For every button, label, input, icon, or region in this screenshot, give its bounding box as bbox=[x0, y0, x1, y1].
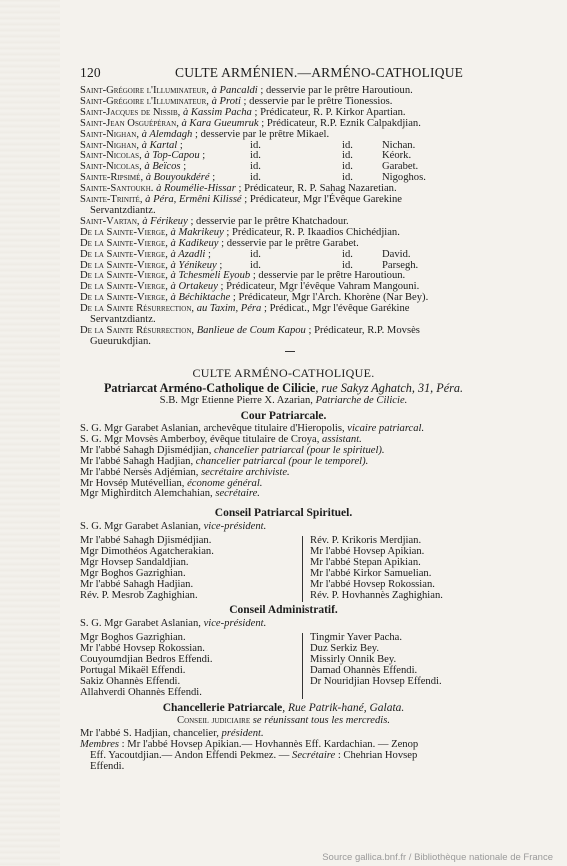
church-rest: ; desservie par le prêtre Khatchadour. bbox=[187, 215, 349, 227]
church-sep: , bbox=[206, 85, 212, 96]
church-name: Saint-Jacques de Nissib bbox=[80, 106, 178, 118]
church-sep: , bbox=[176, 117, 182, 129]
spirituel-member: Mr l'abbé Sahagh Hadjian. bbox=[80, 578, 194, 590]
church-id-1: id. bbox=[250, 150, 261, 162]
spirituel-vp-name: S. G. Mgr Garabet Aslanian, bbox=[80, 521, 204, 532]
church-sep: , bbox=[177, 106, 183, 118]
church-place: à Ortakeuy bbox=[170, 281, 218, 293]
church-place: à Azadli bbox=[170, 248, 206, 260]
spirituel-member: Mr l'abbé Sahagh Djismédjian. bbox=[80, 535, 212, 546]
church-rest: ; Prédicat., Mgr l'évêque Garékine bbox=[261, 303, 410, 315]
page-edge-texture bbox=[0, 0, 60, 866]
church-name: De la Sainte-Vierge bbox=[80, 259, 166, 271]
church-place: au Taxim, Péra bbox=[196, 303, 262, 315]
church-place: à Kara Gueumruk bbox=[181, 117, 259, 129]
church-sep: , bbox=[165, 248, 171, 260]
church-sep: , bbox=[165, 226, 171, 238]
church-id-2: id. bbox=[342, 172, 353, 184]
spirituel-member: Mgr Hovsep Sandaldjian. bbox=[80, 556, 189, 568]
administratif-member: Mr l'abbé Hovsep Rokossian. bbox=[80, 642, 205, 654]
church-rest: ; Prédicateur, R.P. Movsès bbox=[305, 324, 420, 336]
conseil-judiciaire-line bbox=[0, 716, 567, 727]
administratif-member: Missirly Onnik Bey. bbox=[310, 653, 397, 665]
administratif-member: Mgr Boghos Gazrighian. bbox=[80, 632, 186, 643]
patriarch-name: S.B. Mgr Etienne Pierre X. Azarian, bbox=[159, 395, 316, 406]
church-id-2: id. bbox=[342, 150, 353, 162]
church-rest: ; desservie par le prêtre Tionessios. bbox=[240, 95, 393, 107]
church-priest: Nigoghos. bbox=[382, 172, 426, 184]
conseil-judiciaire-label: Conseil judiciaire bbox=[177, 715, 251, 726]
church-line: Servantzdiantz. bbox=[90, 204, 156, 216]
column-divider-2 bbox=[302, 633, 303, 699]
spirituel-member: Mr l'abbé Kirkor Samuelian. bbox=[310, 567, 432, 579]
cour-patriarcale-title: Cour Patriarcale. bbox=[240, 410, 327, 422]
church-name: De la Sainte-Vierge bbox=[80, 248, 166, 260]
armenian-churches-list bbox=[80, 86, 540, 348]
church-id-1: id. bbox=[250, 259, 261, 271]
church-place: à Makrikeuy bbox=[170, 226, 224, 238]
spirituel-vp-title: vice-président. bbox=[203, 521, 267, 532]
church-id-2: id. bbox=[342, 161, 353, 173]
spirituel-member: Rév. P. Mesrob Zaghighian. bbox=[80, 589, 198, 601]
church-name: De la Sainte-Vierge bbox=[80, 281, 166, 293]
spirituel-member: Mgr Boghos Gazrighian. bbox=[80, 567, 186, 579]
church-id-1: id. bbox=[250, 248, 261, 260]
church-place: à Bouyoukdéré bbox=[145, 172, 210, 184]
conseil-spirituel-title: Conseil Patriarcal Spirituel. bbox=[214, 507, 353, 519]
church-name: Saint-Nighan bbox=[80, 128, 137, 140]
church-name: Saint-Nicolas bbox=[80, 150, 140, 162]
church-rest: ; desservie par le prêtre Haroutioun. bbox=[250, 270, 406, 282]
church-line: Gueurukdjian. bbox=[90, 335, 151, 347]
spirituel-member: Rév. P. Hovhannès Zaghighian. bbox=[310, 589, 443, 601]
church-priest: Kéork. bbox=[382, 150, 412, 162]
church-rest: ; desservie par le prêtre Garabet. bbox=[218, 237, 359, 249]
church-id-1: id. bbox=[250, 139, 261, 151]
chancellerie-members: Mr l'abbé S. Hadjian, chancelier, président. Membres : Mr l'abbé Hovsep Apikian.— Hovhannès Eff. Kardachian. — Zenop Eff. Yacoutdjian.— Andon Effendi Pekmez. — Secrétaire : Chehrian Hovsep Effendi. bbox=[80, 728, 419, 772]
conseil-administratif-title: Conseil Administratif. bbox=[229, 604, 338, 616]
administratif-right-column bbox=[310, 633, 442, 688]
church-place: à Béchiktache bbox=[170, 292, 231, 304]
cour-member-role: économe général. bbox=[187, 477, 263, 489]
chancellerie-title: Chancellerie Patriarcale bbox=[162, 702, 283, 714]
cour-member-role: chancelier patriarcal (pour le temporel). bbox=[195, 455, 369, 467]
conseil-administratif-head bbox=[80, 619, 550, 630]
church-name: De la Sainte Résurrection bbox=[80, 324, 192, 336]
column-divider bbox=[302, 536, 303, 602]
church-place: à Kartal bbox=[141, 139, 178, 151]
church-rest: ; bbox=[216, 259, 223, 271]
conseil-spirituel-head bbox=[80, 522, 550, 533]
cour-member-name: Mr l'abbé Nersès Adjémian, bbox=[80, 466, 202, 478]
church-rest: ; Prédicateur, R. P. Kirkor Apartian. bbox=[251, 106, 406, 118]
chancellerie-heading bbox=[0, 703, 567, 714]
church-rest: ; bbox=[199, 150, 206, 162]
church-sep: , bbox=[191, 324, 197, 336]
cour-member-name: Mr l'abbé Sahagh Hadjian, bbox=[80, 455, 196, 467]
administratif-member: Allahverdi Ohannès Effendi. bbox=[80, 686, 202, 698]
administratif-member: Damad Ohannès Effendi. bbox=[310, 664, 418, 676]
church-id-1: id. bbox=[250, 172, 261, 184]
church-sep: , bbox=[206, 95, 212, 107]
church-sep: , bbox=[136, 139, 142, 151]
church-sep: , bbox=[165, 237, 171, 249]
church-rest: ; Prédicateur, R. P. Ikaadios Chichédjian. bbox=[223, 226, 400, 238]
section-separator bbox=[285, 351, 295, 352]
chancellerie-address: , Rue Patrik-hané, Galata. bbox=[282, 702, 405, 714]
administratif-member: Tingmir Yaver Pacha. bbox=[310, 632, 403, 643]
administratif-member: Sakiz Ohannès Effendi. bbox=[80, 675, 181, 687]
church-place: à Roumélie-Hissar bbox=[156, 183, 236, 195]
church-place: à Yénikeuy bbox=[170, 259, 217, 271]
cour-member-name: Mgr Mighirditch Alemchahian, bbox=[80, 488, 216, 500]
church-place: à Férikeuy bbox=[142, 215, 188, 227]
church-name: Saint-Vartan bbox=[80, 215, 137, 227]
church-place: à Alemdagh bbox=[141, 128, 193, 140]
conseil-judiciaire-note: se réunissant tous les mercredis. bbox=[250, 715, 390, 726]
church-place: à Pancaldi bbox=[211, 85, 258, 96]
spirituel-left-column bbox=[80, 536, 214, 601]
church-rest: ; desservie par le prêtre Mikael. bbox=[192, 128, 330, 140]
administratif-member: Portugal Mikaël Effendi. bbox=[80, 664, 186, 676]
church-priest: Parsegh. bbox=[382, 259, 419, 271]
patriarcat-heading bbox=[0, 381, 567, 396]
church-priest: Garabet. bbox=[382, 161, 419, 173]
church-sep: . bbox=[150, 183, 157, 195]
church-name: De la Sainte Résurrection bbox=[80, 303, 192, 315]
church-rest: ; bbox=[180, 161, 187, 173]
cour-member-role: secrétaire archiviste. bbox=[201, 466, 290, 478]
church-id-2: id. bbox=[342, 248, 353, 260]
church-place: à Beïcos bbox=[144, 161, 181, 173]
church-line: Servantzdiantz. bbox=[90, 314, 156, 326]
church-priest: David. bbox=[382, 248, 411, 260]
spirituel-member: Mr l'abbé Hovsep Rokossian. bbox=[310, 578, 435, 590]
church-rest: ; Prédicateur, R.P. Eznik Calpakdjian. bbox=[258, 117, 421, 129]
church-priest: Nichan. bbox=[382, 139, 416, 151]
church-place: à Kadikeuy bbox=[170, 237, 219, 249]
church-rest: ; Prédicateur, Mgr l'Évêque Garekine bbox=[241, 194, 402, 206]
church-name: Saint-Jean Osguépéran bbox=[80, 117, 177, 129]
church-sep: , bbox=[140, 172, 146, 184]
church-name: Saint-Grégoire l'Illuminateur bbox=[80, 85, 207, 96]
church-id-2: id. bbox=[342, 259, 353, 271]
spirituel-member: Mr l'abbé Hovsep Apikian. bbox=[310, 545, 425, 557]
page-number: 120 bbox=[80, 65, 101, 80]
church-place: à Tchesmeli Eyoub bbox=[170, 270, 251, 282]
church-sep: , bbox=[165, 292, 171, 304]
church-name: Saint-Nicolas bbox=[80, 161, 140, 173]
church-name: De la Sainte-Vierge bbox=[80, 237, 166, 249]
cour-member-name: Mr l'abbé Sahagh Djismédjian, bbox=[80, 444, 215, 456]
church-name: De la Sainte-Vierge bbox=[80, 270, 166, 282]
cour-member-name: S. G. Mgr Movsès Amberboy, évêque titulaire de Croya, bbox=[80, 433, 323, 445]
cour-member-role: chancelier patriarcal (pour le spirituel). bbox=[214, 444, 385, 456]
patriarch-title: Patriarche de Cilicie. bbox=[315, 395, 408, 406]
patriarch-line bbox=[0, 396, 567, 407]
church-sep: , bbox=[136, 128, 142, 140]
church-name: Saint-Nighan bbox=[80, 139, 137, 151]
spirituel-member: Mr l'abbé Stepan Apikian. bbox=[310, 556, 421, 568]
cour-member-name: S. G. Mgr Garabet Aslanian, archevêque titulaire d'Hieropolis, bbox=[80, 423, 348, 434]
church-sep: , bbox=[165, 281, 171, 293]
cour-member-role: secrétaire. bbox=[215, 488, 260, 500]
church-rest: ; desservie par le prêtre Haroutioun. bbox=[257, 85, 413, 96]
administratif-vp-name: S. G. Mgr Garabet Aslanian, bbox=[80, 618, 204, 629]
administratif-member: Couyoumdjian Bedros Effendi. bbox=[80, 653, 213, 665]
church-place: à Top-Capou bbox=[144, 150, 200, 162]
church-sep: , bbox=[139, 161, 145, 173]
cour-member-name: Mr Hovsép Mutévellian, bbox=[80, 477, 188, 489]
church-rest: ; Prédicateur, R. P. Sahag Nazaretian. bbox=[235, 183, 397, 195]
church-sep: , bbox=[139, 150, 145, 162]
church-sep: , bbox=[191, 303, 197, 315]
administratif-vp-title: vice-président. bbox=[203, 618, 267, 629]
cour-patriarcale-list bbox=[80, 424, 550, 500]
cour-member-role: vicaire patriarcal. bbox=[347, 423, 425, 434]
administratif-left-column bbox=[80, 633, 213, 698]
church-name: De la Sainte-Vierge bbox=[80, 226, 166, 238]
patriarcat-name: Patriarcat Arméno-Catholique de Cilicie bbox=[103, 381, 316, 395]
church-rest: ; Prédicateur, Mgr l'évêque Vahram Mangouni. bbox=[217, 281, 420, 293]
church-rest: ; Prédicateur, Mgr l'Arch. Khorène (Nar Bey). bbox=[230, 292, 429, 304]
church-sep: , bbox=[165, 270, 171, 282]
church-sep: , bbox=[139, 194, 146, 206]
spirituel-member: Rév. P. Krikoris Merdjian. bbox=[310, 535, 422, 546]
church-name: De la Sainte-Vierge bbox=[80, 292, 166, 304]
church-place: à Proti bbox=[211, 95, 241, 107]
church-sep: , bbox=[165, 259, 171, 271]
church-place: à Péra, Ermêni Kilissé bbox=[145, 194, 242, 206]
church-sep: , bbox=[136, 215, 143, 227]
church-place: à Kassim Pacha bbox=[182, 106, 252, 118]
church-rest: ; bbox=[177, 139, 183, 151]
cour-member-role: assistant. bbox=[322, 433, 362, 445]
church-rest: ; bbox=[209, 172, 216, 184]
spirituel-member: Mgr Dimothéos Agatcherakian. bbox=[80, 545, 214, 557]
source-footer: Source gallica.bnf.fr / Bibliothèque nationale de France bbox=[322, 852, 553, 863]
cour-member bbox=[80, 489, 550, 500]
church-name: Sainte-Ripsimé bbox=[80, 172, 141, 184]
church-name: Sainte-Santoukh bbox=[80, 183, 151, 195]
administratif-member: Dr Nouridjian Hovsep Effendi. bbox=[310, 675, 442, 687]
church-id-2: id. bbox=[342, 139, 353, 151]
church-name: Sainte-Trinité bbox=[80, 194, 140, 206]
spirituel-right-column bbox=[310, 536, 443, 601]
administratif-member: Duz Serkiz Bey. bbox=[310, 642, 380, 654]
church-name: Saint-Grégoire l'Illuminateur bbox=[80, 95, 207, 107]
church-rest: ; bbox=[205, 248, 211, 260]
church-id-1: id. bbox=[250, 161, 261, 173]
culte-armeno-catholique-title: CULTE ARMÉNO-CATHOLIQUE. bbox=[192, 366, 375, 380]
church-place: Banlieue de Coum Kapou bbox=[196, 324, 306, 336]
page-title: CULTE ARMÉNIEN.—ARMÉNO-CATHOLIQUE bbox=[175, 65, 464, 80]
patriarcat-address: , rue Sakyz Aghatch, 31, Péra. bbox=[315, 381, 464, 395]
